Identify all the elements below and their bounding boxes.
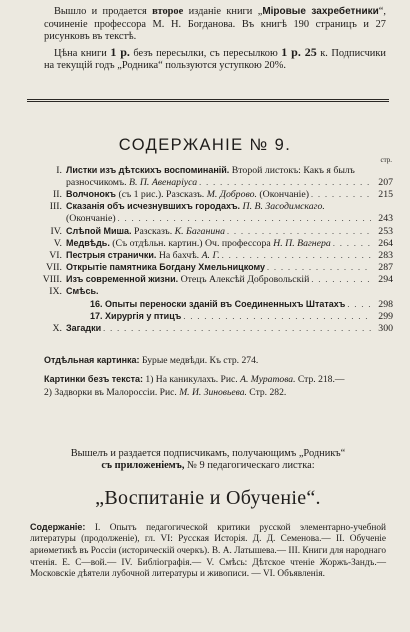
pictures-without-text-line: Картинки безъ текста: 1) На каникулахъ. Рис. А. Муратова. Стр. 218.— <box>44 374 345 386</box>
supplement-contents: Содержаніе: I. Опытъ педагогической критики русской элементарно-учебной литературы (продолженіе), гл. VI: Русская Исторія. Д. Д. Семенова.— II. Обученіе ариѳметикѣ въ Россіи (историческій очеркъ). В. А. Латышева.— III. Книги для народнаго чтенія. Е. С—вой.— IV. Библіографія.— V. Смѣсь: Дѣтское чтеніе Жоржъ-Зандъ.— Московскіе дѣятели лубочной литературы и живописи. — VI. Объявленія. <box>30 521 386 580</box>
page-column-header: стр. <box>380 156 392 164</box>
toc-entry: IV. Слѣпой Миша. Разсказъ. К. Баганина . . . 253 <box>20 226 393 238</box>
divider-rule <box>27 101 389 102</box>
toc-entry: VIII. Изъ современной жизни. Отецъ Алексѣй Добровольскій . . . 294 <box>20 274 393 286</box>
toc-entry: I. Листки изъ дѣтскихъ воспоминаній. Второй листокъ: Какъ я былъ <box>56 165 355 176</box>
toc-title: СОДЕРЖАНІЕ № 9. <box>118 136 292 154</box>
toc-entry-continuation: (Окончаніе) . . . 243 <box>20 213 393 225</box>
toc-subentry: 16. Опыты переноски зданій въ Соединенныхъ Штатахъ . . . 298 <box>20 299 393 311</box>
toc-entry: V. Медвѣдь. (Съ отдѣльн. картин.) Оч. профессора Н. П. Вагнера . . . 264 <box>20 238 393 250</box>
ad-paragraph-2: Цѣна книги 1 р. безъ пересылки, съ пересылкою 1 р. 25 к. Подписчики на текущій годъ „Родника“ пользуются уступкою 20%. <box>44 44 386 72</box>
supplement-announcement <box>30 448 386 581</box>
table-of-contents <box>20 165 393 335</box>
pictures-without-text-line-2: 2) Задворки въ Малороссіи. Рис. М. И. Зиновьева. Стр. 282. <box>44 386 287 398</box>
toc-entry-continuation: разносчикомъ. В. П. Авенаріуса . . . 207 <box>20 177 393 189</box>
separate-picture-line: Отдѣльная картинка: Бурые медвѣди. Къ стр. 274. <box>44 355 259 366</box>
toc-entry: VII. Открытіе памятника Богдану Хмельницкому . . . 287 <box>20 262 393 274</box>
toc-entry: II. Волчонокъ (съ 1 рис.). Разсказъ. М. Доброво. (Окончаніе) . . . 215 <box>20 189 393 201</box>
toc-subentry: 17. Хирургія у птицъ . . . 299 <box>20 311 393 323</box>
divider-rule <box>27 99 389 100</box>
toc-entry: III. Сказанія объ исчезнувшихъ городахъ. П. В. Засодимскаго. <box>49 201 325 213</box>
ad-paragraph-1: Вышло и продается второе изданіе книги „Міровые захребетники“, сочиненіе профессора М. Н. Богданова. Въ книгѣ 190 страницъ и 27 рисунковъ въ текстѣ. <box>44 6 386 43</box>
toc-entry: X. Загадки . . . 300 <box>20 323 393 335</box>
supplement-title: „Воспитаніе и Обученіе“. <box>95 486 321 509</box>
book-advertisement <box>44 6 386 73</box>
book-title: Міровые захребетники <box>262 6 379 17</box>
toc-entry: VI. Пестрыя странички. На бахчѣ. А. Г. . . . 283 <box>20 250 393 262</box>
illustrations-note <box>44 354 389 399</box>
toc-entry: IX. Смѣсь. <box>49 286 99 298</box>
announcement-lead: Вышелъ и раздается подписчикамъ, получающимъ „Родникъ“ съ приложеніемъ, № 9 педагогическаго листка: <box>70 448 346 472</box>
